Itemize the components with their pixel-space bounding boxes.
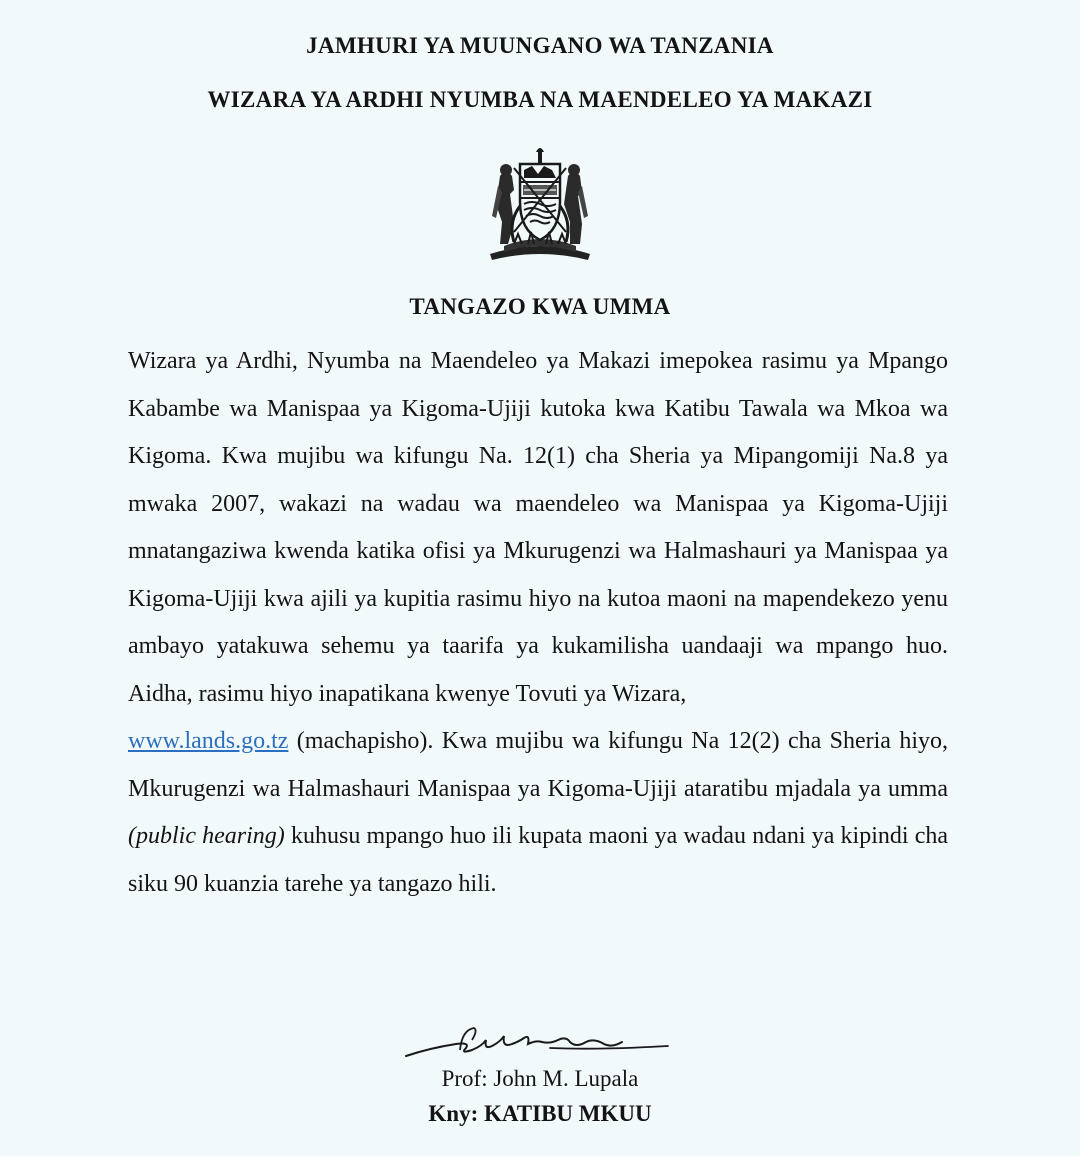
notice-italic-term: (public hearing) (128, 823, 285, 849)
signature-icon (400, 1020, 675, 1065)
header-country: JAMHURI YA MUUNGANO WA TANZANIA (306, 33, 774, 58)
signatory-role: Kny: KATIBU MKUU (428, 1101, 652, 1126)
notice-text-end: kuhusu mpango huo ili kupata maoni ya wadau ndani ya kipindi cha siku 90 kuanzia tarehe ya tangazo hili. (128, 823, 948, 897)
header-ministry: WIZARA YA ARDHI NYUMBA NA MAENDELEO YA MAKAZI (207, 87, 873, 112)
notice-text-intro: Wizara ya Ardhi, Nyumba na Maendeleo ya Makazi imepokea rasimu ya Mpango Kabambe wa Manispaa ya Kigoma-Ujiji kutoka kwa Katibu Tawala wa Mkoa wa Kigoma. Kwa mujibu wa kifungu Na. 12(1) cha Sheria ya Mipangomiji Na.8 ya mwaka 2007, wakazi na wadau wa maendeleo wa Manispaa ya Kigoma-Ujiji mnatangaziwa kwenda katika ofisi ya Mkurugenzi wa Halmashauri ya Manispaa ya Kigoma-Ujiji kwa ajili ya kupitia rasimu hiyo na kutoa maoni na mapendekezo yenu ambayo yatakuwa sehemu ya taarifa ya kukamilisha uandaaji wa mpango huo. Aidha, rasimu hiyo inapatikana kwenye Tovuti ya Wizara, (128, 348, 948, 707)
signatory-name: Prof: John M. Lupala (441, 1066, 639, 1091)
notice-text-middle: (machapisho). Kwa mujibu wa kifungu Na 12(2) cha Sheria hiyo, Mkurugenzi wa Halmashauri Manispaa ya Kigoma-Ujiji ataratibu mjadala ya umma (128, 728, 948, 802)
notice-title: TANGAZO KWA UMMA (409, 294, 671, 319)
tanzania-coat-of-arms-icon (484, 146, 596, 262)
notice-body (128, 338, 948, 908)
ministry-website-link[interactable]: www.lands.go.tz (128, 728, 289, 754)
